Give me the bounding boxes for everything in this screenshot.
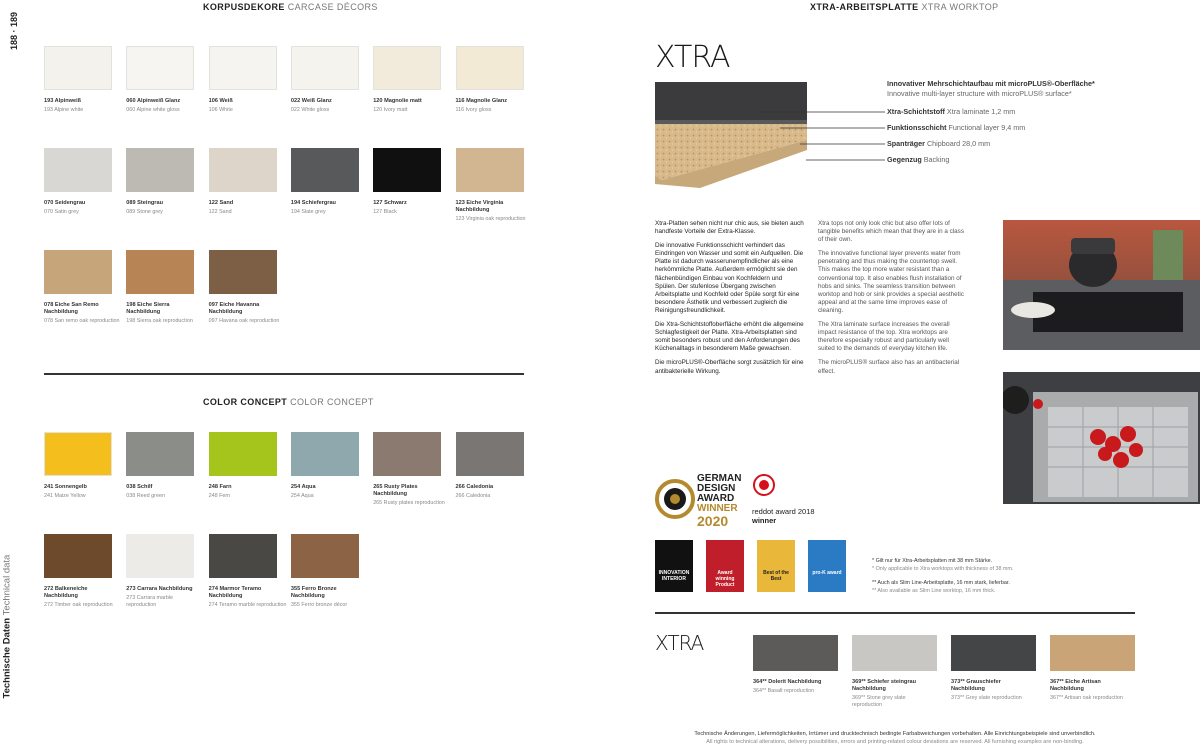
swatch-color xyxy=(291,46,359,90)
swatch-cell xyxy=(126,534,206,609)
swatch-cell xyxy=(373,46,453,114)
worktop-headline-de: Innovativer Mehrschichtaufbau mit microPLUS®-Oberfläche* xyxy=(887,79,1095,88)
swatch-name: 248 Farn xyxy=(208,484,232,490)
swatch-name-en: 241 Maize Yellow xyxy=(44,493,86,499)
swatch-name: 122 Sand xyxy=(208,200,234,206)
paragraph: The Xtra laminate surface increases the overall impact resistance of the top. Xtra worktops are therefore especially robust and particularly well suited to the demands of everyday kitchen life. xyxy=(818,321,950,353)
footer-en: All rights to technical alterations, delivery possibilities, errors and printing-related colour deviations are reserved. All furnishing examples are non-binding. xyxy=(706,739,1084,745)
swatch-color xyxy=(44,148,112,192)
swatch-name: 355 Ferro Bronze Nachbildung xyxy=(290,586,337,599)
swatch-cell xyxy=(852,635,932,709)
color-concept-title xyxy=(203,397,374,407)
divider xyxy=(44,373,524,375)
swatch-name-en: 364** Basalt reproduction xyxy=(753,688,815,694)
swatch-color xyxy=(44,534,112,578)
swatch-cell xyxy=(456,46,536,114)
swatch-color xyxy=(44,250,112,294)
swatch-name-en: 022 White gloss xyxy=(290,107,330,113)
swatch-name-en: 193 Alpine white xyxy=(44,107,84,113)
swatch-name-en: 122 Sand xyxy=(208,209,232,215)
paragraph: The microPLUS® surface also has an antibacterial effect. xyxy=(818,359,960,375)
layer-leader-lines xyxy=(760,108,890,168)
swatch-cell xyxy=(126,148,206,216)
swatch-name-en: 355 Ferro bronze décor xyxy=(290,602,348,608)
carcase-title-de: KORPUSDEKORE xyxy=(203,2,285,12)
swatch-name-en: 123 Virginia oak reproduction xyxy=(455,216,526,222)
swatch-color xyxy=(126,432,194,476)
swatch-name-en: 106 White xyxy=(208,107,233,113)
layer-label-en: Functional layer 9,4 mm xyxy=(948,123,1026,132)
swatch-cell xyxy=(44,432,124,500)
swatch-color xyxy=(1050,635,1135,671)
swatch-cell xyxy=(291,46,371,114)
swatch-color xyxy=(44,46,112,90)
reddot-award-text xyxy=(752,507,815,525)
swatch-cell xyxy=(209,250,289,325)
swatch-name: 097 Eiche Havanna Nachbildung xyxy=(208,302,260,315)
swatch-cell xyxy=(209,46,289,114)
divider-right xyxy=(655,612,1135,614)
swatch-cell xyxy=(291,148,371,216)
swatch-color xyxy=(126,148,194,192)
swatch-name: 038 Schilf xyxy=(126,484,153,490)
swatch-color xyxy=(753,635,838,671)
reddot-award-line1: reddot award 2018 xyxy=(752,507,815,516)
footnote-en: * Only applicable to Xtra worktops with thickness of 38 mm. xyxy=(872,566,1014,572)
swatch-color xyxy=(373,148,441,192)
swatch-name: 127 Schwarz xyxy=(373,200,407,206)
swatch-cell xyxy=(126,46,206,114)
swatch-color xyxy=(44,432,112,476)
layer-label xyxy=(887,139,990,148)
footnote-de: ** Auch als Slim Line-Arbeitsplatte, 16 mm stark, lieferbar. xyxy=(872,580,1010,586)
swatch-name-en: 274 Teramo marble reproduction xyxy=(208,602,287,608)
swatch-name: 273 Carrara Nachbildung xyxy=(126,586,193,592)
swatch-name-en: 089 Stone grey xyxy=(126,209,163,215)
worktop-title xyxy=(810,2,999,12)
sink-tomatoes-photo xyxy=(1003,372,1200,504)
swatch-color xyxy=(209,250,277,294)
swatch-name: 060 Alpinweiß Glanz xyxy=(126,98,181,104)
swatch-name-en: 254 Aqua xyxy=(290,493,314,499)
swatch-color xyxy=(951,635,1036,671)
swatch-color xyxy=(126,534,194,578)
swatch-name-en: 265 Rusty plates reproduction xyxy=(373,500,445,506)
xtra-logo: XTRA xyxy=(655,40,730,75)
swatch-name-en: 078 San remo oak reproduction xyxy=(44,318,120,324)
swatch-name: 193 Alpinweiß xyxy=(44,98,82,104)
carcase-title xyxy=(203,2,378,12)
swatch-cell xyxy=(373,148,453,216)
layer-label-de: Xtra-Schichtstoff xyxy=(887,107,945,116)
layer-label-en: Xtra laminate 1,2 mm xyxy=(946,107,1016,116)
swatch-name: 123 Eiche Virginia Nachbildung xyxy=(455,200,504,213)
xtra-logo-small: XTRA xyxy=(655,631,704,655)
swatch-color xyxy=(456,148,524,192)
swatch-name: 272 Balkeneiche Nachbildung xyxy=(44,586,88,599)
swatch-cell xyxy=(373,432,453,507)
worktop-title-en: XTRA WORKTOP xyxy=(921,2,999,12)
side-label xyxy=(1,554,13,699)
swatch-name-en: 116 Ivory gloss xyxy=(455,107,492,113)
swatch-name-en: 194 Slate grey xyxy=(290,209,326,215)
swatch-cell xyxy=(456,432,536,500)
layer-label-de: Gegenzug xyxy=(887,155,922,164)
swatch-name: 070 Seidengrau xyxy=(44,200,86,206)
layer-label xyxy=(887,107,1015,116)
swatch-color xyxy=(209,148,277,192)
page-number: 188 · 189 xyxy=(9,11,19,51)
swatch-color xyxy=(209,534,277,578)
footer-de: Technische Änderungen, Liefermöglichkeiten, Irrtümer und drucktechnisch bedingte Farbabweichungen vorbehalten. Alle Einrichtungsbeispiele sind unverbindlich. xyxy=(694,731,1096,737)
swatch-name-en: 038 Reed green xyxy=(126,493,165,499)
swatch-name-en: 273 Carrara marble reproduction xyxy=(126,595,174,608)
swatch-color xyxy=(126,46,194,90)
worktop-headline-en: Innovative multi-layer structure with microPLUS® surface* xyxy=(887,89,1072,98)
color-concept-title-en: COLOR CONCEPT xyxy=(290,397,374,407)
swatch-cell xyxy=(44,46,124,114)
swatch-color xyxy=(456,46,524,90)
swatch-color xyxy=(291,432,359,476)
swatch-name: 106 Weiß xyxy=(208,98,233,104)
footnote-de: * Gilt nur für Xtra-Arbeitsplatten mit 38 mm Stärke. xyxy=(872,558,993,564)
award-badge: Award winning Product xyxy=(706,540,744,592)
swatch-name: 116 Magnolie Glanz xyxy=(455,98,508,104)
swatch-cell xyxy=(44,250,124,325)
layer-label-en: Backing xyxy=(923,155,950,164)
paragraph: Die Xtra-Schichtstoffoberfläche erhöht die allgemeine Schlagfestigkeit der Platte. Xtra-Arbeitsplatten sind somit besonders robust und den Anforderungen des Küchenalltags in besonderem Maße gewachsen. xyxy=(655,321,804,353)
swatch-color xyxy=(209,432,277,476)
swatch-name-en: 198 Sierra oak reproduction xyxy=(126,318,193,324)
layer-label xyxy=(887,155,949,164)
swatch-cell xyxy=(1050,635,1130,702)
swatch-color xyxy=(852,635,937,671)
swatch-color xyxy=(373,432,441,476)
footer-disclaimer xyxy=(615,730,1175,746)
swatch-name: 369** Schiefer steingrau Nachbildung xyxy=(852,679,917,692)
worktop-text-de xyxy=(655,220,805,382)
swatch-name: 266 Caledonia xyxy=(455,484,494,490)
swatch-cell xyxy=(291,432,371,500)
footnote-en: ** Also available as Slim Line worktop, 16 mm thick. xyxy=(872,588,996,594)
swatch-name-en: 120 Ivory matt xyxy=(373,107,408,113)
swatch-name-en: 248 Fern xyxy=(208,493,231,499)
swatch-color xyxy=(456,432,524,476)
swatch-name-en: 272 Timber oak reproduction xyxy=(44,602,113,608)
swatch-color xyxy=(373,46,441,90)
award-badge: INNOVATION INTERIOR xyxy=(655,540,693,592)
swatch-name: 120 Magnolie matt xyxy=(373,98,422,104)
carcase-title-en: CARCASE DÉCORS xyxy=(287,2,378,12)
swatch-name: 274 Marmor Teramo Nachbildung xyxy=(208,586,262,599)
worktop-title-de: XTRA-ARBEITSPLATTE xyxy=(810,2,919,12)
swatch-name: 241 Sonnengelb xyxy=(44,484,87,490)
worktop-text-en xyxy=(818,220,966,382)
reddot-award-line2: winner xyxy=(752,516,777,525)
swatch-color xyxy=(291,534,359,578)
award-badge: pro-K award xyxy=(808,540,846,592)
layer-label-en: Chipboard 28,0 mm xyxy=(926,139,991,148)
german-design-award-text xyxy=(697,474,741,528)
paragraph: The innovative functional layer prevents water from penetrating and thus making the countertop swell. This makes the top more water resistant than a conventional top. It also enables flush installation of hobs and sinks. The seamless transition between worktop and hob or sink provides a special aesthetic appeal and at the same time improves ease of cleaning. xyxy=(818,250,964,314)
color-concept-title-de: COLOR CONCEPT xyxy=(203,397,288,407)
gda-word: AWARD xyxy=(697,493,735,504)
reddot-icon xyxy=(752,472,776,498)
footnote xyxy=(872,557,1013,573)
swatch-name-en: 097 Havana oak reproduction xyxy=(208,318,280,324)
swatch-cell xyxy=(456,148,536,223)
swatch-cell xyxy=(44,148,124,216)
footnote xyxy=(872,579,1013,595)
swatch-name: 364** Dolerit Nachbildung xyxy=(753,679,822,685)
gda-word: WINNER xyxy=(697,503,738,514)
paragraph: Xtra tops not only look chic but also offer lots of tangible benefits which mean that they are in a class of their own. xyxy=(818,220,964,244)
gda-word: 2020 xyxy=(697,513,729,529)
swatch-cell xyxy=(209,432,289,500)
german-design-award-emblem xyxy=(655,474,695,524)
swatch-cell xyxy=(951,635,1031,702)
side-label-en: Technical data xyxy=(1,554,13,616)
swatch-cell xyxy=(44,534,124,609)
side-label-de: Technische Daten xyxy=(1,617,13,699)
swatch-name-en: 367** Artisan oak reproduction xyxy=(1050,695,1123,701)
swatch-cell xyxy=(753,635,833,695)
swatch-name: 198 Eiche Sierra Nachbildung xyxy=(126,302,170,315)
swatch-name-en: 373** Grey slate reproduction xyxy=(951,695,1022,701)
gda-word: GERMAN xyxy=(697,473,742,484)
swatch-name-en: 060 Alpine white gloss xyxy=(126,107,180,113)
swatch-cell xyxy=(291,534,371,609)
swatch-name: 265 Rusty Plates Nachbildung xyxy=(373,484,418,497)
kitchen-hob-photo xyxy=(1003,220,1200,350)
swatch-cell xyxy=(209,148,289,216)
swatch-cell xyxy=(209,534,289,609)
gda-word: DESIGN xyxy=(697,483,736,494)
swatch-name: 078 Eiche San Remo Nachbildung xyxy=(44,302,99,315)
swatch-name: 254 Aqua xyxy=(290,484,316,490)
award-badge: Best of the Best xyxy=(757,540,795,592)
layer-label-de: Spanträger xyxy=(887,139,925,148)
swatch-name: 194 Schiefergrau xyxy=(290,200,336,206)
swatch-name: 089 Steingrau xyxy=(126,200,163,206)
layer-label xyxy=(887,123,1025,132)
swatch-color xyxy=(209,46,277,90)
paragraph: Die microPLUS®-Oberfläche sorgt zusätzlich für eine antibakterielle Wirkung. xyxy=(655,359,804,375)
swatch-cell xyxy=(126,250,206,325)
swatch-name-en: 369** Stone grey slate reproduction xyxy=(852,695,906,708)
swatch-name-en: 127 Black xyxy=(373,209,397,215)
swatch-name: 367** Eiche Artisan Nachbildung xyxy=(1050,679,1101,692)
swatch-name: 022 Weiß Glanz xyxy=(290,98,332,104)
swatch-name: 373** Grauschiefer Nachbildung xyxy=(951,679,1001,692)
paragraph: Die innovative Funktionsschicht verhindert das Eindringen von Wasser und somit ein Aufquellen. Die Platte ist dadurch wasserunempfindlicher als eine herkömmliche Platte. Außerdem ermöglicht sie den flächenbündigen Einbau von Kochfeldern und Spülen. Der stufenlose Übergang zwischen Arbeitsplatte und Kochfeld oder Spüle sorgt für eine besondere Ästhetik und verbessert zugleich die Reinigungsfreundlichkeit. xyxy=(655,242,804,314)
swatch-color xyxy=(126,250,194,294)
swatch-cell xyxy=(126,432,206,500)
swatch-name-en: 266 Caledonia xyxy=(455,493,491,499)
layer-label-de: Funktionsschicht xyxy=(887,123,947,132)
swatch-name-en: 070 Satin grey xyxy=(44,209,79,215)
paragraph: Xtra-Platten sehen nicht nur chic aus, sie bieten auch handfeste Vorteile der Extra-Klasse. xyxy=(655,220,804,236)
footnotes xyxy=(872,557,1013,601)
swatch-color xyxy=(291,148,359,192)
